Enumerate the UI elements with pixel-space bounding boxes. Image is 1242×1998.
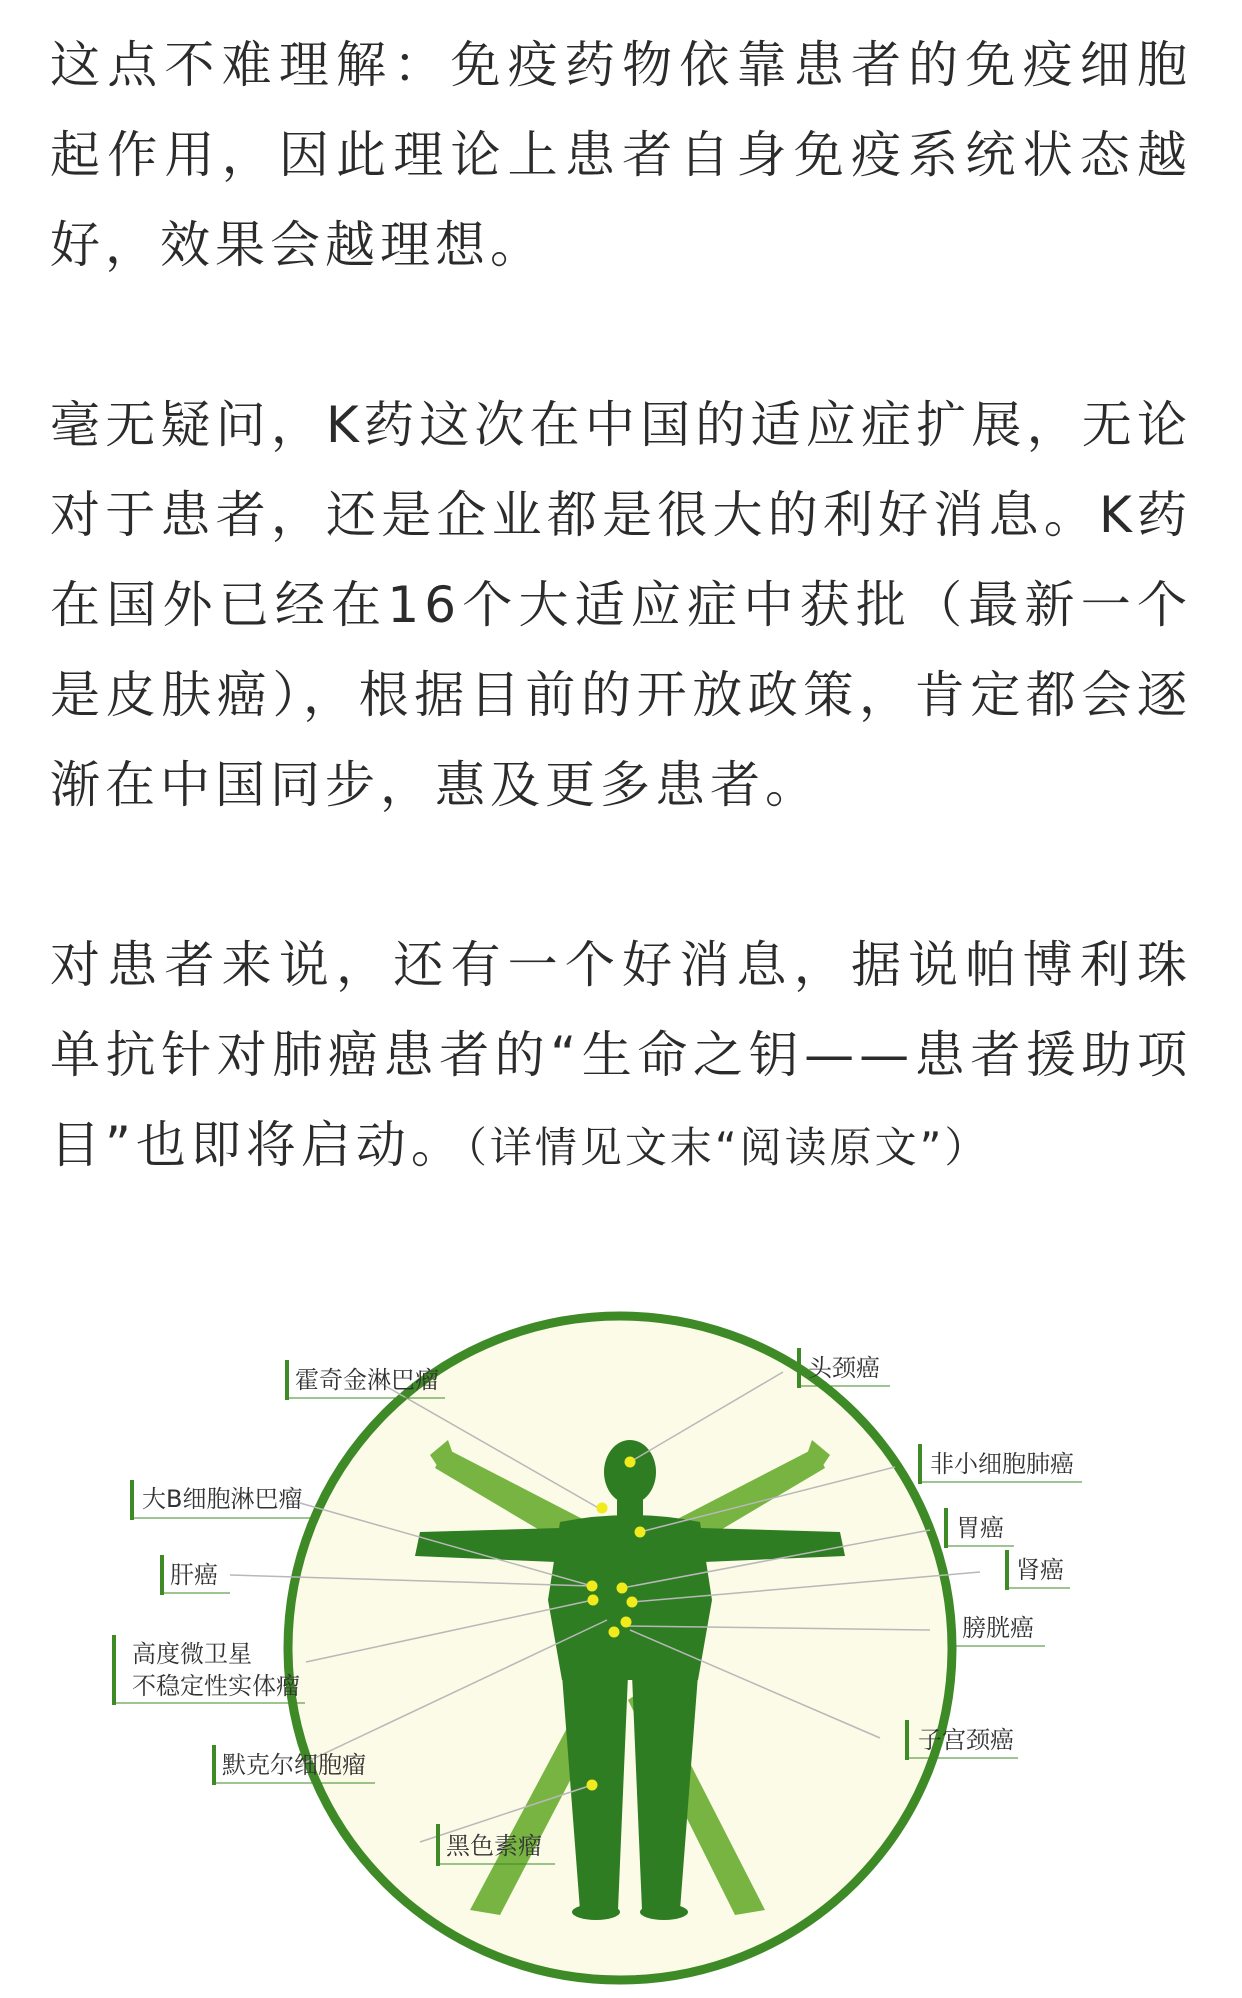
dot-stomach <box>617 1583 628 1594</box>
label-kidney-cancer: 肾癌 <box>1016 1556 1064 1584</box>
dot-neck <box>597 1503 608 1514</box>
paragraph-patient-assistance-text: 对患者来说，还有一个好消息，据说帕博利珠单抗针对肺癌患者的“生命之钥——患者援助项目”也即将启动。 <box>50 936 1192 1174</box>
read-original-note: （详情见文末“阅读原文”） <box>465 1123 990 1172</box>
dot-skin <box>587 1780 598 1791</box>
dot-lung <box>635 1527 646 1538</box>
label-liver-cancer: 肝癌 <box>170 1561 218 1589</box>
label-head-neck-cancer: 头颈癌 <box>808 1354 880 1382</box>
label-bladder-cancer: 膀胱癌 <box>962 1614 1034 1642</box>
label-merkel-cell: 默克尔细胞瘤 <box>222 1751 366 1779</box>
label-cervical-cancer: 子宫颈癌 <box>918 1726 1014 1754</box>
label-nsclc: 非小细胞肺癌 <box>930 1450 1074 1478</box>
label-hodgkin-lymphoma: 霍奇金淋巴瘤 <box>295 1366 439 1394</box>
label-large-b-cell-lymphoma: 大B细胞淋巴瘤 <box>142 1485 303 1513</box>
paragraph-k-drug-news: 毫无疑问，K药这次在中国的适应症扩展，无论对于患者，还是企业都是很大的利好消息。K药在国外已经在16个大适应症中获批（最新一个是皮肤癌），根据目前的开放政策，肯定都会逐渐在中国同步，惠及更多患者。 <box>50 396 1192 814</box>
dot-bladder <box>621 1617 632 1628</box>
paragraph-immune-explanation: 这点不难理解：免疫药物依靠患者的免疫细胞起作用，因此理论上患者自身免疫系统状态越好，效果会越理想。 <box>50 36 1192 274</box>
dot-liver <box>588 1595 599 1606</box>
label-melanoma: 黑色素瘤 <box>446 1832 542 1860</box>
dot-head <box>625 1457 636 1468</box>
dot-cervix <box>609 1627 620 1638</box>
label-msi-line1: 高度微卫星 <box>132 1640 252 1668</box>
label-stomach-cancer: 胃癌 <box>956 1514 1004 1542</box>
paragraph-patient-assistance <box>50 920 1192 1193</box>
dot-lymph <box>587 1581 598 1592</box>
label-msi-line2: 不稳定性实体瘤 <box>132 1672 300 1700</box>
cancer-indications-figure <box>0 1300 1242 1998</box>
dot-kidney <box>627 1597 638 1608</box>
